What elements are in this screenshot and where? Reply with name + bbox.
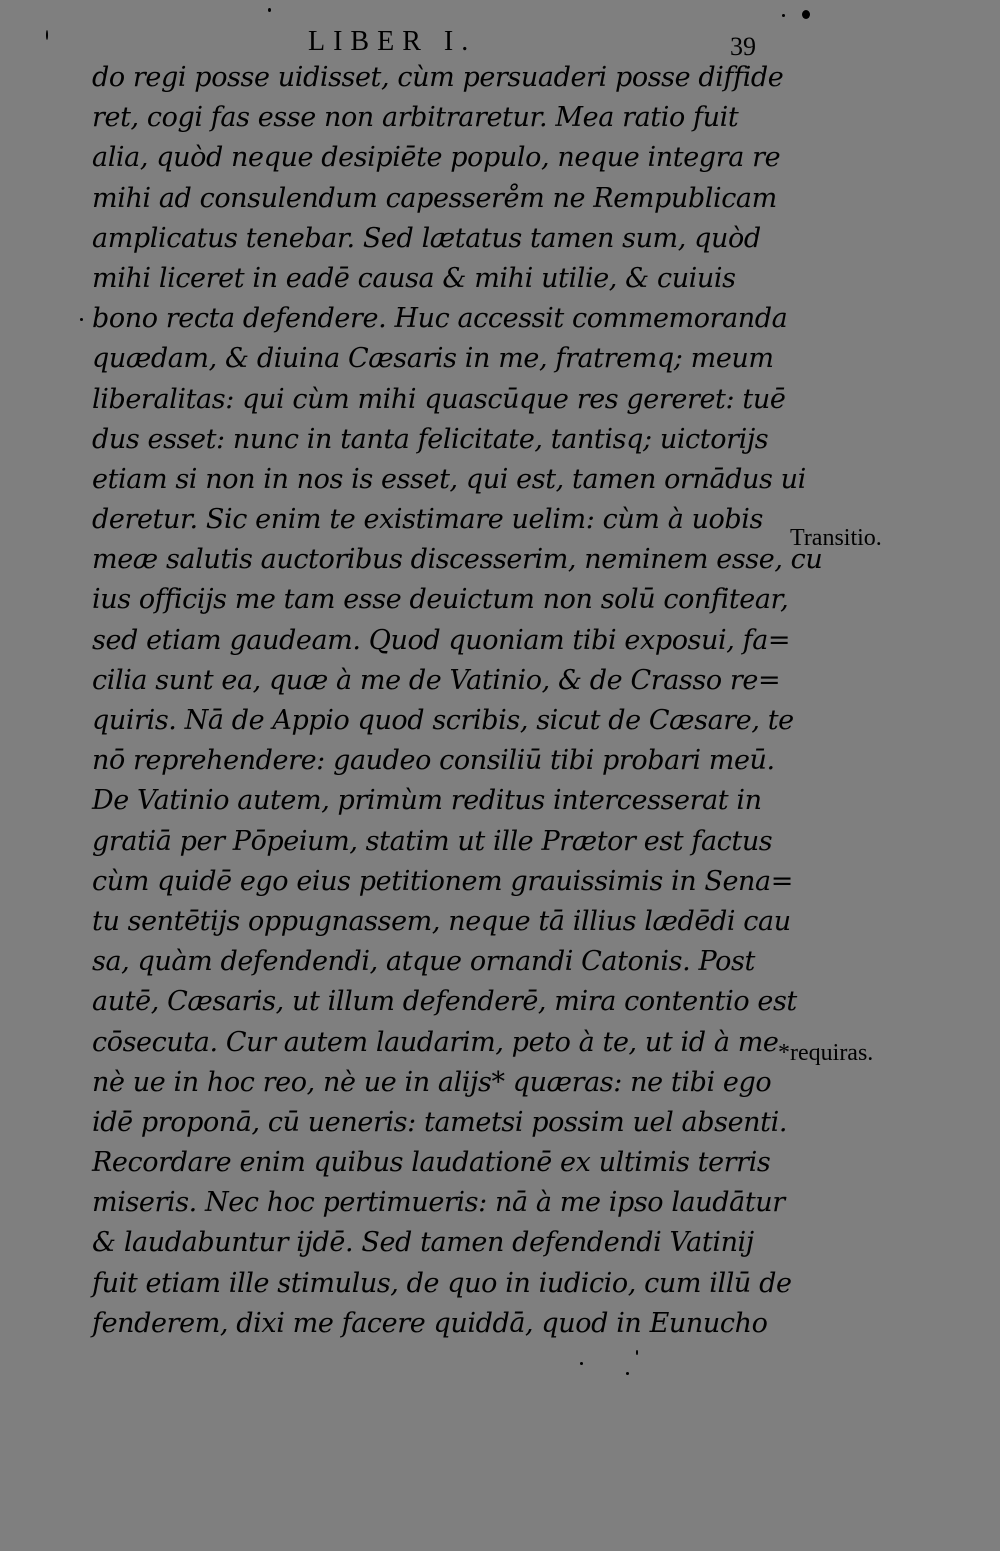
text-line: liberalitas: qui cùm mihi quascūque res gereret: tuē xyxy=(92,383,786,415)
main-text-block xyxy=(92,58,823,1344)
text-line: alia, quòd neque desipiēte populo, neque integra re xyxy=(92,142,781,174)
marginal-note-transitio: Transitio. xyxy=(790,525,882,551)
text-line: idē proponā, cū ueneris: tametsi possim uel absenti. xyxy=(92,1106,788,1138)
text-line: do regi posse uidisset, cùm persuaderi posse diffide xyxy=(92,62,784,93)
text-line: meæ salutis auctoribus discesserim, neminem esse, cu xyxy=(92,544,823,576)
text-line: cōsecuta. Cur autem laudarim, peto à te, ut id à me xyxy=(92,1026,779,1058)
text-line: quædam, & diuina Cæsaris in me, fratremq; meum xyxy=(92,343,774,375)
ink-speck xyxy=(46,30,48,40)
ink-speck xyxy=(782,14,785,17)
text-line: cilia sunt ea, quæ à me de Vatinio, & de Crasso re= xyxy=(92,664,781,696)
text-line: bono recta defendere. Huc accessit commemoranda xyxy=(92,303,788,335)
text-line: sed etiam gaudeam. Quod quoniam tibi exposui, fa= xyxy=(92,624,791,656)
text-line: ius officijs me tam esse deuictum non solū confitear, xyxy=(92,584,789,616)
text-line: autē, Cæsaris, ut illum defenderē, mira contentio est xyxy=(92,986,797,1018)
text-line: dus esset: nunc in tanta felicitate, tantisq; uictorijs xyxy=(92,423,769,455)
page-number: 39 xyxy=(730,32,756,61)
text-line: sa, quàm defendendi, atque ornandi Catonis. Post xyxy=(92,946,755,978)
text-line: Recordare enim quibus laudationē ex ultimis terris xyxy=(92,1147,771,1179)
text-line: nè ue in hoc reo, nè ue in alijs* quæras: ne tibi ego xyxy=(92,1066,772,1098)
ink-speck xyxy=(802,10,810,19)
text-line: tu sentētijs oppugnassem, neque tā illius lædēdi cau xyxy=(92,905,791,937)
text-line: etiam si non in nos is esset, qui est, tamen ornādus ui xyxy=(92,463,806,495)
text-line: mihi ad consulendum capessere̊m ne Rempublicam xyxy=(92,182,777,214)
text-line: cùm quidē ego eius petitionem grauissimis in Sena= xyxy=(92,865,793,897)
text-line: mihi liceret in eadē causa & mihi utilie, & cuiuis xyxy=(92,262,736,294)
ink-speck xyxy=(80,318,83,321)
text-line: ret, cogi fas esse non arbitraretur. Mea ratio fuit xyxy=(92,102,739,134)
ink-speck xyxy=(626,1372,629,1375)
text-line: De Vatinio autem, primùm reditus intercesserat in xyxy=(92,785,762,817)
text-line: miseris. Nec hoc pertimueris: nā à me ipso laudātur xyxy=(92,1187,785,1219)
text-line: amplicatus tenebar. Sed lætatus tamen sum, quòd xyxy=(92,222,761,254)
marginal-note-requiras: *requiras. xyxy=(778,1040,874,1066)
text-line: deretur. Sic enim te existimare uelim: cùm à uobis xyxy=(92,504,763,536)
ink-speck xyxy=(580,1362,583,1365)
text-line: gratiā per Pōpeium, statim ut ille Prætor est factus xyxy=(92,825,773,857)
text-line: quiris. Nā de Appio quod scribis, sicut de Cæsare, te xyxy=(92,705,794,736)
text-line: fuit etiam ille stimulus, de quo in iudicio, cum illū de xyxy=(92,1267,792,1299)
text-line: fenderem, dixi me facere quiddā, quod in Eunucho xyxy=(92,1307,768,1339)
running-title: LIBER I. xyxy=(308,26,477,57)
ink-speck xyxy=(268,8,271,12)
text-line: nō reprehendere: gaudeo consiliū tibi probari meū. xyxy=(92,745,775,777)
ink-speck xyxy=(636,1350,638,1355)
text-line: & laudabuntur ijdē. Sed tamen defendendi Vatinij xyxy=(92,1227,754,1259)
